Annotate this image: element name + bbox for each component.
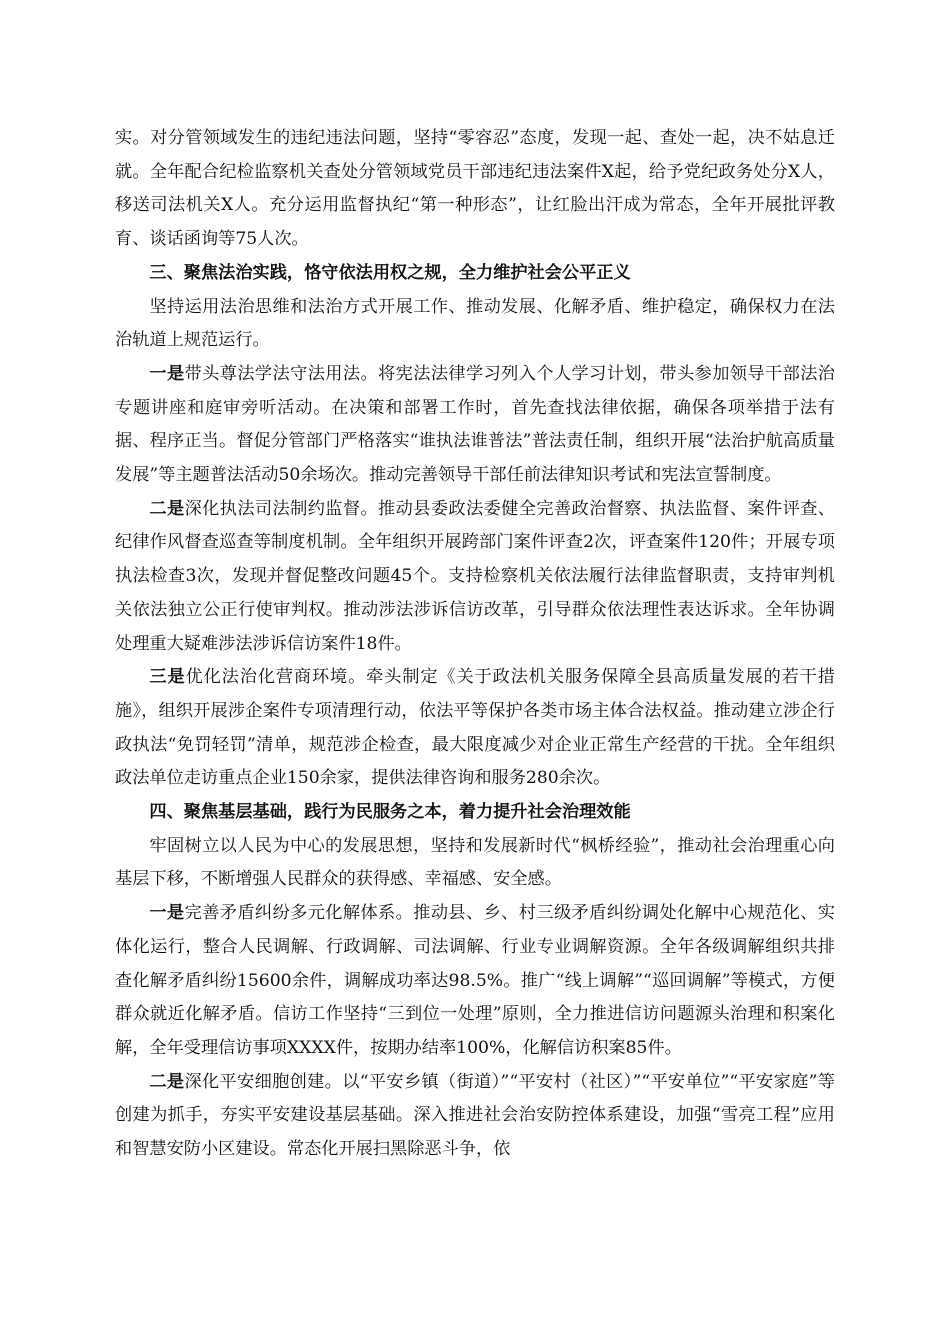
- paragraph-lead: 二是: [149, 498, 185, 519]
- paragraph-text: 深化执法司法制约监督。推动县委政法委健全完善政治督察、执法监督、案件评查、纪律作风督查巡查等制度机制。全年组织开展跨部门案件评查2次，评查案件120件；开展专项执法检查3次，发现并督促整改问题45个。支持检察机关依法履行法律监督职责，支持审判机关依法独立公正行使审判权。推动涉法涉诉信访改革，引导群众依法理性表达诉求。全年协调处理重大疑难涉法涉诉信访案件18件。: [115, 498, 835, 654]
- paragraph-text: 完善矛盾纠纷多元化解体系。推动县、乡、村三级矛盾纠纷调处化解中心规范化、实体化运行，整合人民调解、行政调解、司法调解、行业专业调解资源。全年各级调解组织共排查化解矛盾纠纷15600余件，调解成功率达98.5%。推广“线上调解”“巡回调解”等模式，方便群众就近化解矛盾。信访工作坚持“三到位一处理”原则，全力推进信访问题源头治理和积案化解，全年受理信访事项XXXX件，按期办结率100%，化解信访积案85件。: [115, 903, 835, 1058]
- paragraph-lead: 一是: [149, 903, 185, 924]
- paragraph-text: 优化法治化营商环境。牵头制定《关于政法机关服务保障全县高质量发展的若干措施》，组织开展涉企案件专项清理行动，依法平等保护各类市场主体合法权益。推动建立涉企行政执法“免罚轻罚”清单，规范涉企检查，最大限度减少对企业正常生产经营的干扰。全年组织政法单位走访重点企业150余家，提供法律咨询和服务280余次。: [115, 667, 835, 789]
- paragraph-item-4-1: [115, 897, 835, 1066]
- paragraph-item-3-3: [115, 661, 835, 796]
- paragraph-lead: 三是: [149, 667, 186, 688]
- paragraph-text: 实。对分管领域发生的违纪违法问题，坚持“零容忍”态度，发现一起、查处一起，决不姑息迁就。全年配合纪检监察机关查处分管领域党员干部违纪违法案件X起，给予党纪政务处分X人，移送司法机关X人。充分运用监督执纪“第一种形态”，让红脸出汗成为常态，全年开展批评教育、谈话函询等75人次。: [115, 128, 835, 250]
- document-page: [115, 122, 835, 1167]
- paragraph-intro-3: [115, 291, 835, 358]
- paragraph-intro-4: [115, 830, 835, 897]
- paragraph-item-3-2: [115, 493, 835, 662]
- paragraph-continued: [115, 122, 835, 257]
- paragraph-lead: 二是: [149, 1071, 185, 1092]
- paragraph-text: 深化平安细胞创建。以“平安乡镇（街道）”“平安村（社区）”“平安单位”“平安家庭”等创建为抓手，夯实平安建设基层基础。深入推进社会治安防控体系建设，加强“雪亮工程”应用和智慧安防小区建设。常态化开展扫黑除恶斗争，依: [115, 1071, 835, 1160]
- heading-text: 四、聚焦基层基础，践行为民服务之本，着力提升社会治理效能: [149, 802, 631, 823]
- paragraph-text: 牢固树立以人民为中心的发展思想，坚持和发展新时代“枫桥经验”，推动社会治理重心向基层下移，不断增强人民群众的获得感、幸福感、安全感。: [115, 835, 835, 890]
- section-heading-4: [115, 796, 835, 830]
- paragraph-text: 带头尊法学法守法用法。将宪法法律学习列入个人学习计划，带头参加领导干部法治专题讲座和庭审旁听活动。在决策和部署工作时，首先查找法律依据，确保各项举措于法有据、程序正当。督促分管部门严格落实“谁执法谁普法”普法责任制，组织开展“法治护航高质量发展”等主题普法活动50余场次。推动完善领导干部任前法律知识考试和宪法宣誓制度。: [115, 363, 835, 486]
- heading-text: 三、聚焦法治实践，恪守依法用权之规，全力维护社会公平正义: [149, 262, 631, 283]
- section-heading-3: [115, 257, 835, 291]
- paragraph-lead: 一是: [149, 363, 185, 384]
- paragraph-item-4-2: [115, 1066, 835, 1167]
- paragraph-text: 坚持运用法治思维和法治方式开展工作、推动发展、化解矛盾、维护稳定，确保权力在法治轨道上规范运行。: [115, 296, 835, 351]
- paragraph-item-3-1: [115, 358, 835, 493]
